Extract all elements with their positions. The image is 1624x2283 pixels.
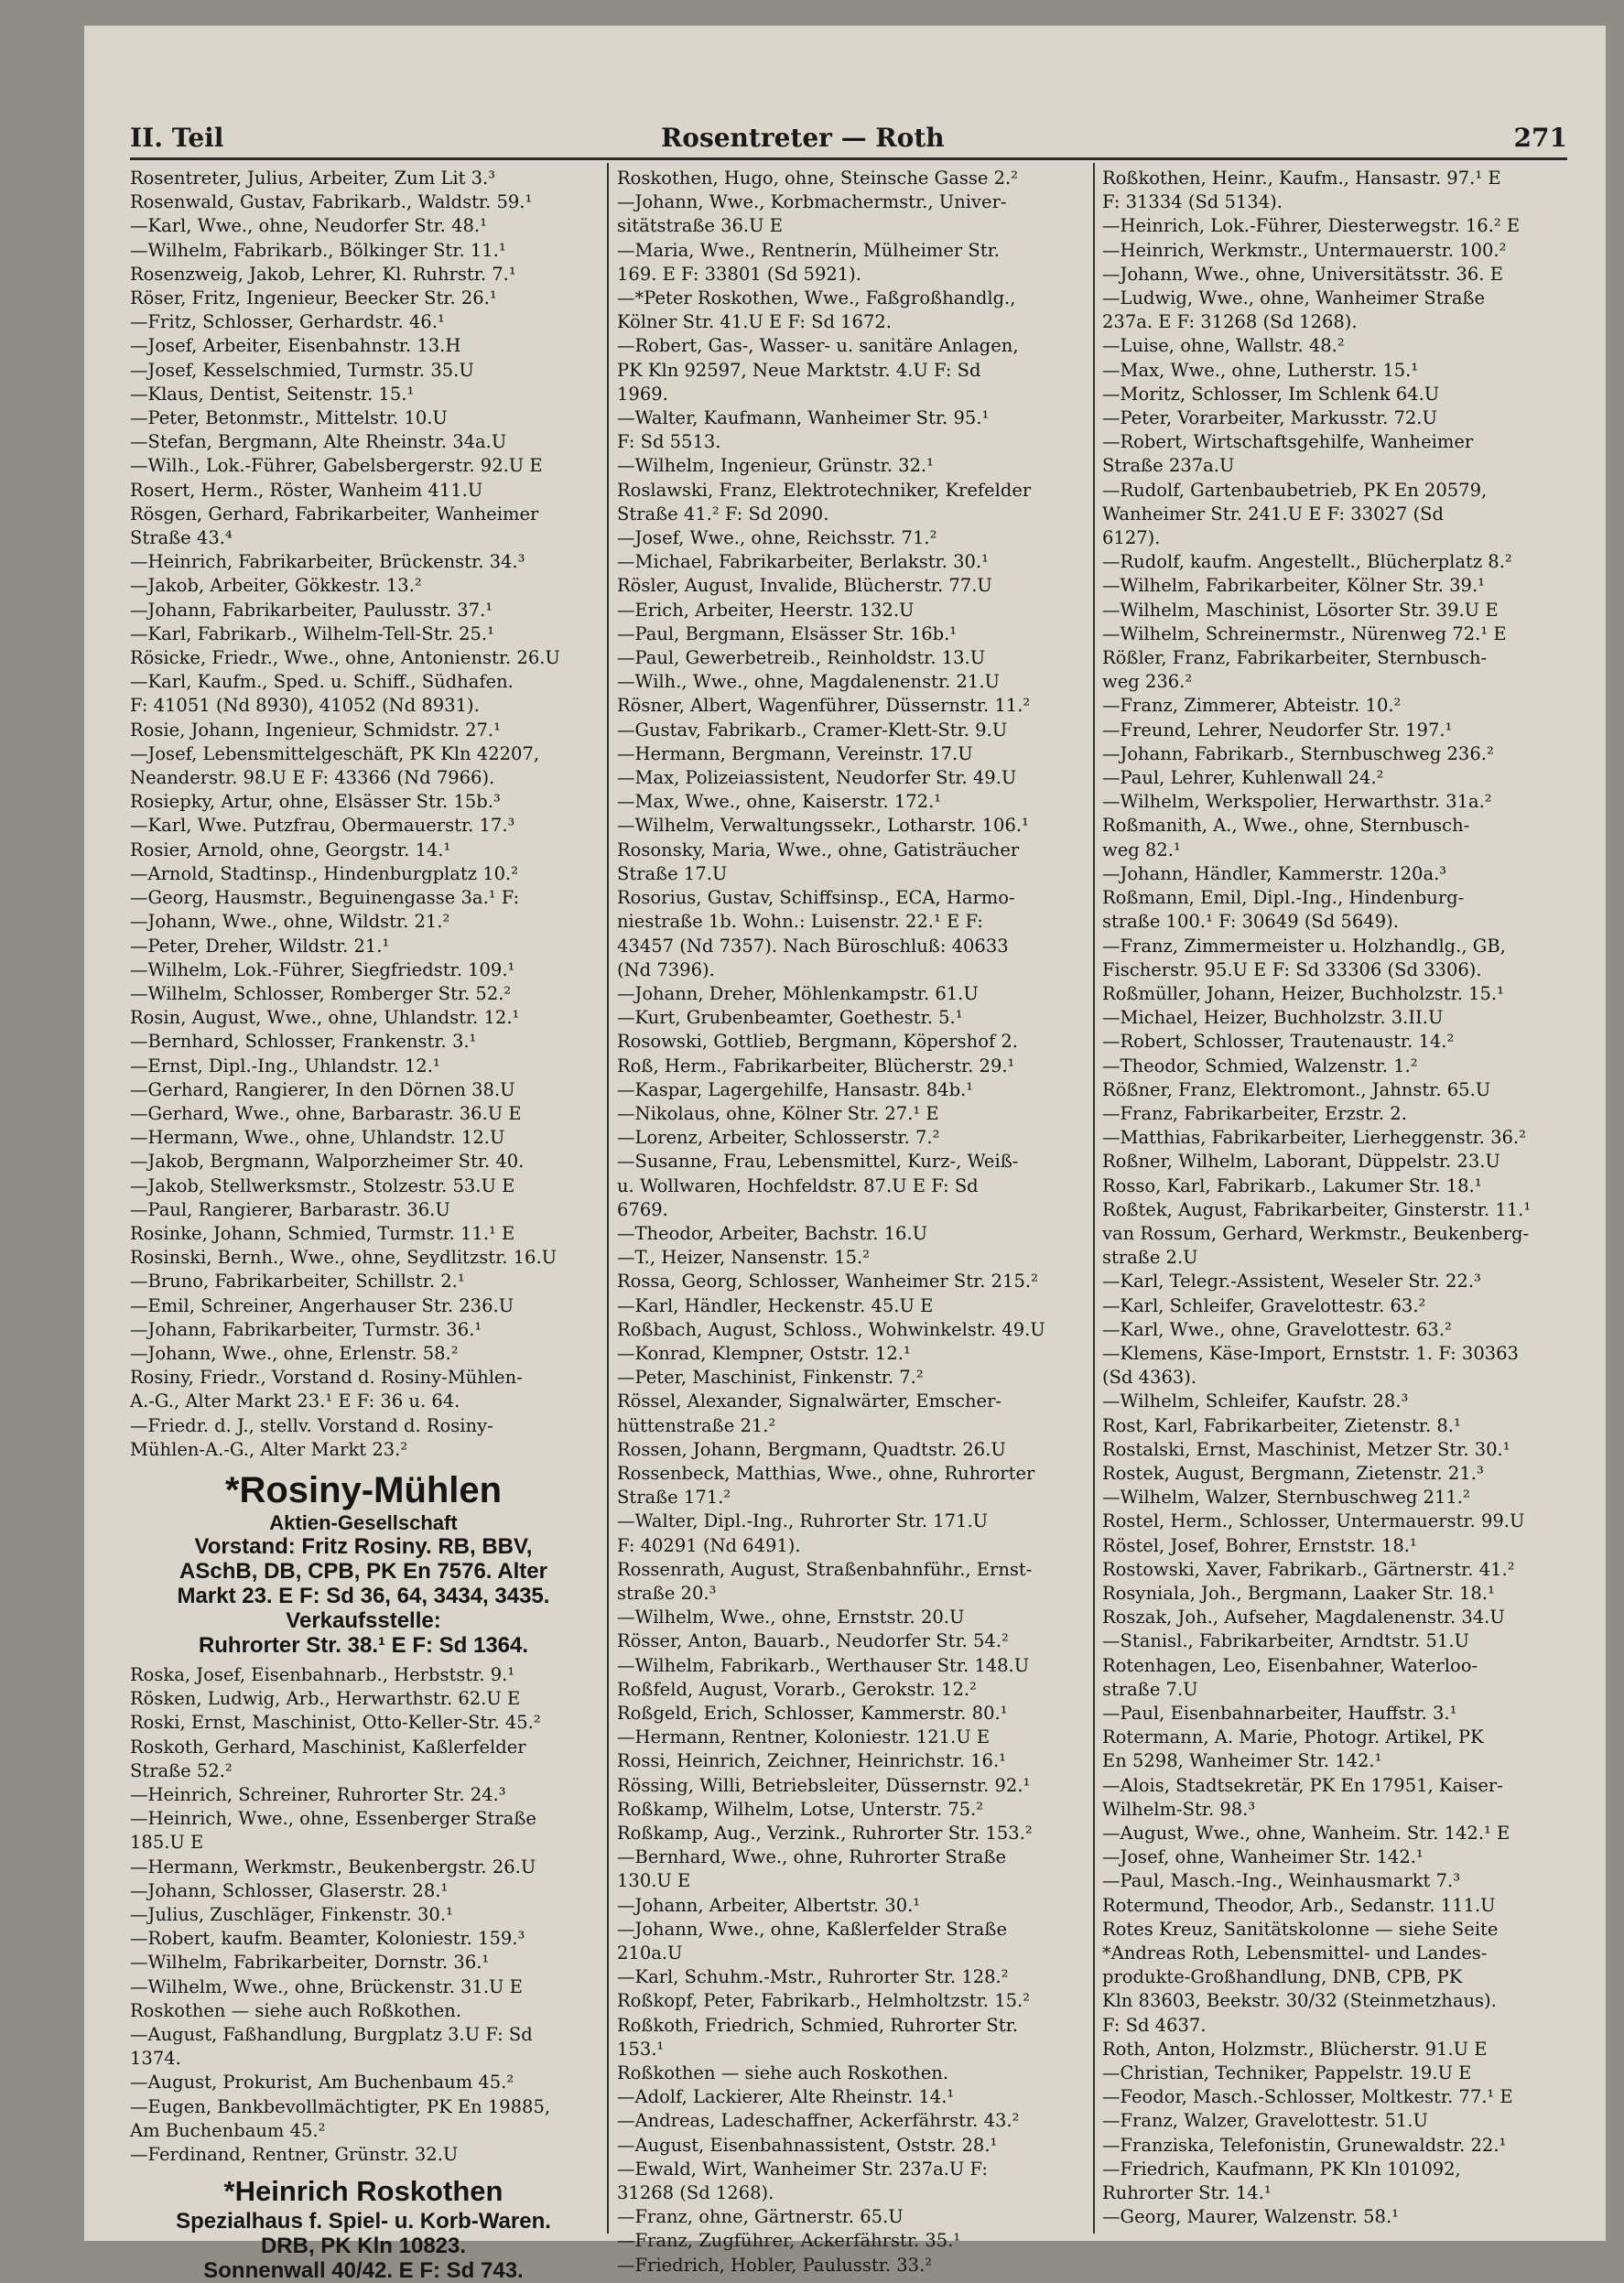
- directory-entry-line: Roßfeld, August, Vorarb., Gerokstr. 12.²: [617, 1678, 977, 1700]
- ad-line: Markt 23. E F: Sd 36, 64, 3434, 3435.: [177, 1583, 550, 1608]
- directory-entry-line: Rösser, Anton, Bauarb., Neudorfer Str. 54.²: [617, 1630, 1009, 1652]
- directory-entry-line: —Karl, Fabrikarb., Wilhelm-Tell-Str. 25.¹: [130, 622, 494, 644]
- directory-entry-line: —Alois, Stadtsekretär, PK En 17951, Kaiser-: [1102, 1774, 1503, 1796]
- directory-entry-line: Rosiny, Friedr., Vorstand d. Rosiny-Mühlen-: [130, 1367, 523, 1389]
- directory-entry-line: —Wilhelm, Lok.-Führer, Siegfriedstr. 109.¹: [130, 958, 515, 980]
- directory-entry-line: Rößner, Franz, Elektromont., Jahnstr. 65.U: [1102, 1078, 1491, 1100]
- directory-entry-line: —Wilhelm, Wwe., ohne, Ernststr. 20.U: [617, 1607, 965, 1628]
- directory-entry-line: —Karl, Wwe. Putzfrau, Obermauerstr. 17.³: [130, 815, 515, 837]
- directory-entry-line: —Johann, Schlosser, Glaserstr. 28.¹: [130, 1879, 449, 1901]
- directory-entry-line: —Wilhelm, Fabrikarbeiter, Kölner Str. 39.¹: [1102, 575, 1485, 597]
- directory-entry-line: weg 82.¹: [1102, 839, 1181, 860]
- directory-entry-line: —Heinrich, Fabrikarbeiter, Brückenstr. 34.³: [130, 551, 525, 573]
- directory-entry-line: —Heinrich, Wwe., ohne, Essenberger Straße: [130, 1808, 536, 1830]
- directory-entry-line: —Ludwig, Wwe., ohne, Wanheimer Straße: [1102, 287, 1486, 309]
- directory-entry-line: —Michael, Fabrikarbeiter, Berlakstr. 30.¹: [617, 551, 989, 573]
- directory-entry-line: —Karl, Händler, Heckenstr. 45.U E: [617, 1294, 934, 1316]
- directory-entry-line: —Bernhard, Wwe., ohne, Ruhrorter Straße: [617, 1846, 1007, 1868]
- directory-entry-line: Rotes Kreuz, Sanitätskolonne — siehe Seite: [1102, 1918, 1499, 1940]
- directory-entry-line: Roßkoth, Friedrich, Schmied, Ruhrorter Str.: [617, 2014, 1018, 2036]
- directory-entry-line: —Paul, Lehrer, Kuhlenwall 24.²: [1102, 767, 1384, 789]
- directory-entry-line: —Max, Polizeiassistent, Neudorfer Str. 49.U: [617, 767, 1017, 789]
- directory-entry-line: —Feodor, Masch.-Schlosser, Moltkestr. 77.¹ E: [1102, 2086, 1513, 2108]
- directory-entry-line: Roßkopf, Peter, Fabrikarb., Helmholtzstr. 15.²: [617, 1990, 1031, 2012]
- directory-entry-line: —Josef, Arbeiter, Eisenbahnstr. 13.H: [130, 335, 461, 357]
- directory-entry-line: Roskothen, Hugo, ohne, Steinsche Gasse 2.²: [617, 168, 1018, 189]
- directory-entry-line: Rosenzweig, Jakob, Lehrer, Kl. Ruhrstr. 7.¹: [130, 263, 516, 285]
- directory-entry-line: F: 41051 (Nd 8930), 41052 (Nd 8931).: [130, 695, 480, 717]
- directory-entry-line: Rosie, Johann, Ingenieur, Schmidstr. 27.¹: [130, 719, 501, 741]
- directory-entry-line: —Bernhard, Schlosser, Frankenstr. 3.¹: [130, 1031, 477, 1053]
- directory-entry-line: —Jakob, Stellwerksmstr., Stolzestr. 53.U E: [130, 1174, 515, 1196]
- directory-entry-line: —Johann, Dreher, Möhlenkampstr. 61.U: [617, 982, 979, 1004]
- advertisement-rosiny: [130, 1469, 597, 1658]
- directory-entry-line: —Paul, Masch.-Ing., Weinhausmarkt 7.³: [1102, 1870, 1461, 1892]
- directory-entry-line: Wilhelm-Str. 98.³: [1102, 1798, 1256, 1820]
- directory-entry-line: —Wilhelm, Schreinermstr., Nürenweg 72.¹ E: [1102, 622, 1507, 644]
- directory-entry-line: Rostel, Herm., Schlosser, Untermauerstr. 99.U: [1102, 1510, 1525, 1532]
- directory-entry-line: —Jakob, Arbeiter, Gökkestr. 13.²: [130, 575, 422, 597]
- directory-entry-line: —T., Heizer, Nansenstr. 15.²: [617, 1247, 871, 1269]
- directory-entry-line: —Josef, Wwe., ohne, Reichsstr. 71.²: [617, 527, 937, 549]
- directory-entry-line: —Wilh., Wwe., ohne, Magdalenenstr. 21.U: [617, 671, 1000, 693]
- directory-entry-line: Roskoth, Gerhard, Maschinist, Kaßlerfelder: [130, 1736, 526, 1758]
- directory-entry-line: —Kaspar, Lagergehilfe, Hansastr. 84b.¹: [617, 1078, 974, 1100]
- directory-entry-line: —Gerhard, Wwe., ohne, Barbarastr. 36.U E: [130, 1102, 522, 1124]
- directory-entry-line: 169. E F: 33801 (Sd 5921).: [617, 263, 861, 285]
- directory-entry-line: Röser, Fritz, Ingenieur, Beecker Str. 26.¹: [130, 287, 497, 309]
- directory-entry-line: —Stefan, Bergmann, Alte Rheinstr. 34a.U: [130, 431, 507, 453]
- directory-entry-line: Roßmanith, A., Wwe., ohne, Sternbusch-: [1102, 815, 1470, 837]
- directory-entry-line: Straße 17.U: [617, 862, 728, 884]
- directory-entry-line: —Peter, Dreher, Wildstr. 21.¹: [130, 935, 390, 957]
- directory-entry-line: —Wilhelm, Wwe., ohne, Brückenstr. 31.U E: [130, 1975, 523, 1997]
- directory-entry-line: 1374.: [130, 2048, 181, 2070]
- directory-entry-line: Rossa, Georg, Schlosser, Wanheimer Str. 215.²: [617, 1271, 1038, 1293]
- directory-entry-line: Rosier, Arnold, ohne, Georgstr. 14.¹: [130, 839, 451, 860]
- directory-entry-line: —Karl, Schuhm.-Mstr., Ruhrorter Str. 128.²: [617, 1966, 1009, 1988]
- directory-entry-line: Roßtek, August, Fabrikarbeiter, Ginsterstr. 11.¹: [1102, 1198, 1532, 1220]
- directory-entry-line: —Ewald, Wirt, Wanheimer Str. 237a.U F:: [617, 2158, 988, 2180]
- directory-entry-line: —Ernst, Dipl.-Ing., Uhlandstr. 12.¹: [130, 1055, 440, 1077]
- directory-entry-line: —Wilhelm, Schleifer, Kaufstr. 28.³: [1102, 1390, 1409, 1412]
- directory-entry-line: Straße 43.⁴: [130, 527, 233, 549]
- directory-entry-line: —Josef, ohne, Wanheimer Str. 142.¹: [1102, 1846, 1424, 1868]
- directory-entry-line: 185.U E: [130, 1832, 204, 1854]
- directory-entry-line: —Franz, Fabrikarbeiter, Erzstr. 2.: [1102, 1102, 1407, 1124]
- directory-entry-line: —Paul, Rangierer, Barbarastr. 36.U: [130, 1198, 450, 1220]
- directory-entry-line: —Wilhelm, Maschinist, Lösorter Str. 39.U E: [1102, 599, 1499, 621]
- directory-entry-line: Roskothen — siehe auch Roßkothen.: [130, 1999, 462, 2021]
- directory-entry-line: —Johann, Fabrikarbeiter, Turmstr. 36.¹: [130, 1318, 482, 1340]
- directory-entry-line: —Johann, Wwe., Korbmachermstr., Univer-: [617, 191, 1007, 213]
- directory-entry-line: Roth, Anton, Holzmstr., Blücherstr. 91.U E: [1102, 2038, 1488, 2060]
- directory-entry-line: —*Peter Roskothen, Wwe., Faßgroßhandlg.,: [617, 287, 1016, 309]
- directory-entry-line: Rössel, Alexander, Signalwärter, Emscher-: [617, 1390, 1002, 1412]
- directory-entry-line: —Michael, Heizer, Buchholzstr. 3.II.U: [1102, 1007, 1444, 1029]
- directory-entry-line: —Georg, Hausmstr., Beguinengasse 3a.¹ F:: [130, 887, 520, 909]
- directory-entry-line: 43457 (Nd 7357). Nach Büroschluß: 40633: [617, 935, 1009, 957]
- directory-entry-line: —Kurt, Grubenbeamter, Goethestr. 5.¹: [617, 1007, 963, 1029]
- directory-entry-line: Rösken, Ludwig, Arb., Herwarthstr. 62.U E: [130, 1688, 521, 1710]
- directory-entry-line: Roßmüller, Johann, Heizer, Buchholzstr. 15.¹: [1102, 982, 1504, 1004]
- column-1: [130, 167, 597, 2283]
- directory-entry-line: straße 2.U: [1102, 1247, 1198, 1269]
- directory-entry-line: —Heinrich, Werkmstr., Untermauerstr. 100.²: [1102, 239, 1507, 261]
- directory-entry-line: —August, Wwe., ohne, Wanheim. Str. 142.¹ E: [1102, 1823, 1510, 1845]
- directory-entry-line: —Peter, Vorarbeiter, Markusstr. 72.U: [1102, 407, 1437, 429]
- directory-entry-line: 153.¹: [617, 2038, 665, 2060]
- directory-entry-line: —Johann, Wwe., ohne, Wildstr. 21.²: [130, 911, 450, 933]
- directory-entry-line: —Theodor, Arbeiter, Bachstr. 16.U: [617, 1222, 928, 1244]
- directory-entry-line: Rösler, August, Invalide, Blücherstr. 77.U: [617, 575, 992, 597]
- directory-entry-line: —Emil, Schreiner, Angerhauser Str. 236.U: [130, 1294, 514, 1316]
- directory-entry-line: —Paul, Bergmann, Elsässer Str. 16b.¹: [617, 622, 958, 644]
- directory-entry-line: —Karl, Wwe., ohne, Neudorfer Str. 48.¹: [130, 215, 487, 237]
- directory-entry-line: —Susanne, Frau, Lebensmittel, Kurz-, Weiß-: [617, 1151, 1019, 1173]
- directory-entry-line: —Andreas, Ladeschaffner, Ackerfährstr. 43.²: [617, 2110, 1020, 2132]
- directory-entry-line: —August, Eisenbahnassistent, Oststr. 28.¹: [617, 2134, 998, 2156]
- directory-entry-line: —Maria, Wwe., Rentnerin, Mülheimer Str.: [617, 239, 1000, 261]
- directory-entry-line: —Wilhelm, Fabrikarb., Bölkinger Str. 11.¹: [130, 239, 506, 261]
- ad-line: Sonnenwall 40/42. E F: Sd 743.: [203, 2258, 524, 2283]
- directory-entry-line: 210a.U: [617, 1942, 683, 1964]
- directory-entry-line: —Theodor, Schmied, Walzenstr. 1.²: [1102, 1055, 1418, 1077]
- directory-entry-line: Roß, Herm., Fabrikarbeiter, Blücherstr. 29.¹: [617, 1055, 1015, 1077]
- section-label: II. Teil: [130, 123, 224, 153]
- directory-entry-line: —Christian, Techniker, Pappelstr. 19.U E: [1102, 2062, 1472, 2084]
- directory-entry-line: —Nikolaus, ohne, Kölner Str. 27.¹ E: [617, 1102, 939, 1124]
- ad-line: ASchB, DB, CPB, PK En 7576. Alter: [179, 1558, 547, 1584]
- directory-entry-line: —Georg, Maurer, Walzenstr. 58.¹: [1102, 2206, 1399, 2228]
- directory-entry-line: —Fritz, Schlosser, Gerhardstr. 46.¹: [130, 311, 445, 333]
- directory-entry-line: —Paul, Eisenbahnarbeiter, Hauffstr. 3.¹: [1102, 1703, 1457, 1724]
- directory-entry-line: Rosowski, Gottlieb, Bergmann, Köpershof 2.: [617, 1031, 1018, 1053]
- directory-entry-line: Rossi, Heinrich, Zeichner, Heinrichstr. 16.¹: [617, 1750, 1006, 1772]
- ad-subtitle: Aktien-Gesellschaft: [269, 1510, 458, 1534]
- directory-entry-line: —Max, Wwe., ohne, Lutherstr. 15.¹: [1102, 359, 1419, 381]
- directory-entry-line: —Peter, Betonmstr., Mittelstr. 10.U: [130, 407, 448, 429]
- directory-entry-line: —Klemens, Käse-Import, Ernststr. 1. F: 30363: [1102, 1342, 1519, 1364]
- directory-entry-line: —Gustav, Fabrikarb., Cramer-Klett-Str. 9.U: [617, 719, 1008, 741]
- directory-entry-line: —Bruno, Fabrikarbeiter, Schillstr. 2.¹: [130, 1271, 465, 1293]
- directory-entry-line: —Franziska, Telefonistin, Grunewaldstr. 22.¹: [1102, 2134, 1507, 2156]
- directory-entry-line: Rösgen, Gerhard, Fabrikarbeiter, Wanheimer: [130, 503, 539, 525]
- directory-entry-line: Roßmann, Emil, Dipl.-Ing., Hindenburg-: [1102, 887, 1465, 909]
- directory-entry-line: Rotenhagen, Leo, Eisenbahner, Waterloo-: [1102, 1654, 1478, 1676]
- directory-entry-line: Straße 52.²: [130, 1759, 233, 1781]
- directory-entry-line: —Wilh., Lok.-Führer, Gabelsbergerstr. 92.U E: [130, 455, 543, 477]
- directory-entry-line: —Wilhelm, Fabrikarbeiter, Dornstr. 36.¹: [130, 1952, 490, 1974]
- directory-entry-line: straße 100.¹ F: 30649 (Sd 5649).: [1102, 911, 1399, 933]
- directory-entry-line: Roski, Ernst, Maschinist, Otto-Keller-Str. 45.²: [130, 1712, 541, 1734]
- directory-entry-line: straße 20.³: [617, 1582, 717, 1604]
- directory-entry-line: Röstel, Josef, Bohrer, Ernststr. 18.¹: [1102, 1534, 1417, 1556]
- column-2: [617, 167, 1084, 2276]
- directory-entry-line: —Moritz, Schlosser, Im Schlenk 64.U: [1102, 383, 1440, 405]
- directory-entry-line: Wanheimer Str. 241.U E F: 33027 (Sd: [1102, 503, 1444, 525]
- directory-entry-line: Rosert, Herm., Röster, Wanheim 411.U: [130, 479, 483, 501]
- directory-entry-line: Ruhrorter Str. 14.¹: [1102, 2182, 1272, 2204]
- directory-entry-line: Roßner, Wilhelm, Laborant, Düppelstr. 23.U: [1102, 1151, 1500, 1173]
- directory-entry-line: —Paul, Gewerbetreib., Reinholdstr. 13.U: [617, 647, 986, 669]
- directory-entry-line: —Johann, Arbeiter, Albertstr. 30.¹: [617, 1894, 921, 1916]
- entries-block: [130, 1663, 597, 2167]
- directory-entry-line: —Jakob, Bergmann, Walporzheimer Str. 40.: [130, 1151, 525, 1173]
- directory-entry-line: Mühlen-A.-G., Alter Markt 23.²: [130, 1438, 408, 1460]
- directory-entry-line: Rößler, Franz, Fabrikarbeiter, Sternbusch-: [1102, 647, 1488, 669]
- directory-entry-line: —Robert, Schlosser, Trautenaustr. 14.²: [1102, 1031, 1455, 1053]
- ad-line: Vorstand: Fritz Rosiny. RB, BBV,: [194, 1533, 533, 1559]
- directory-entry-line: Rössing, Willi, Betriebsleiter, Düssernstr. 92.¹: [617, 1774, 1031, 1796]
- directory-entry-line: —Wilhelm, Schlosser, Romberger Str. 52.²: [130, 982, 512, 1004]
- directory-entry-line: —Johann, Wwe., ohne, Erlenstr. 58.²: [130, 1342, 459, 1364]
- directory-entry-line: —Walter, Kaufmann, Wanheimer Str. 95.¹: [617, 407, 990, 429]
- directory-entry-line: —Karl, Telegr.-Assistent, Weseler Str. 22.³: [1102, 1271, 1481, 1293]
- ad-line: Spezialhaus f. Spiel- u. Korb-Waren.: [176, 2209, 551, 2234]
- directory-entry-line: —Johann, Händler, Kammerstr. 120a.³: [1102, 862, 1447, 884]
- ad-line: Verkaufsstelle:: [286, 1607, 441, 1633]
- directory-entry-line: Rossenrath, August, Straßenbahnführ., Ernst-: [617, 1558, 1033, 1580]
- directory-entry-line: —Robert, kaufm. Beamter, Koloniestr. 159.³: [130, 1928, 525, 1950]
- directory-entry-line: Fischerstr. 95.U E F: Sd 33306 (Sd 3306).: [1102, 958, 1482, 980]
- directory-page: [84, 26, 1606, 2283]
- directory-entry-line: Roßkothen, Heinr., Kaufm., Hansastr. 97.¹ E: [1102, 168, 1501, 189]
- entries-block: [130, 167, 597, 1462]
- directory-entry-line: Rosiepky, Artur, ohne, Elsässer Str. 15b.³: [130, 791, 501, 813]
- directory-entry-line: —Ferdinand, Rentner, Grünstr. 32.U: [130, 2144, 459, 2166]
- directory-entry-line: produkte-Großhandlung, DNB, CPB, PK: [1102, 1966, 1463, 1988]
- directory-entry-line: hüttenstraße 21.²: [617, 1414, 776, 1436]
- directory-entry-line: —Erich, Arbeiter, Heerstr. 132.U: [617, 599, 915, 621]
- directory-entry-line: u. Wollwaren, Hochfeldstr. 87.U E F: Sd: [617, 1174, 979, 1196]
- directory-entry-line: (Sd 4363).: [1102, 1367, 1197, 1389]
- directory-entry-line: Rosenwald, Gustav, Fabrikarb., Waldstr. 59.¹: [130, 191, 533, 213]
- directory-entry-line: Rostek, August, Bergmann, Zietenstr. 21.³: [1102, 1462, 1484, 1484]
- ad-line: Ruhrorter Str. 38.¹ E F: Sd 1364.: [198, 1632, 529, 1658]
- directory-entry-line: PK Kln 92597, Neue Marktstr. 4.U F: Sd: [617, 359, 981, 381]
- directory-entry-line: —Luise, ohne, Wallstr. 48.²: [1102, 335, 1345, 357]
- directory-entry-line: F: 31334 (Sd 5134).: [1102, 191, 1283, 213]
- directory-entry-line: van Rossum, Gerhard, Werkmstr., Beukenberg-: [1102, 1222, 1530, 1244]
- directory-entry-line: Rossenbeck, Matthias, Wwe., ohne, Ruhrorter: [617, 1462, 1035, 1484]
- directory-entry-line: —Josef, Lebensmittelgeschäft, PK Kln 42207,: [130, 742, 540, 764]
- directory-entry-line: —Johann, Wwe., ohne, Kaßlerfelder Straße: [617, 1918, 1007, 1940]
- page-header: [130, 117, 1567, 160]
- directory-entry-line: —Adolf, Lackierer, Alte Rheinstr. 14.¹: [617, 2086, 955, 2108]
- directory-entry-line: 31268 (Sd 1268).: [617, 2182, 774, 2204]
- directory-entry-line: —Robert, Wirtschaftsgehilfe, Wanheimer: [1102, 431, 1474, 453]
- directory-entry-line: —Freund, Lehrer, Neudorfer Str. 197.¹: [1102, 719, 1453, 741]
- directory-entry-line: Rosin, August, Wwe., ohne, Uhlandstr. 12.¹: [130, 1007, 520, 1029]
- directory-entry-line: F: Sd 5513.: [617, 431, 721, 453]
- directory-entry-line: Straße 41.² F: Sd 2090.: [617, 503, 829, 525]
- directory-entry-line: —Friedr. d. J., stellv. Vorstand d. Rosiny-: [130, 1414, 493, 1436]
- directory-entry-line: sitätstraße 36.U E: [617, 215, 783, 237]
- directory-entry-line: —Karl, Schleifer, Gravelottestr. 63.²: [1102, 1294, 1426, 1316]
- page-number: 271: [1513, 123, 1567, 153]
- directory-entry-line: Rosso, Karl, Fabrikarb., Lakumer Str. 18.¹: [1102, 1174, 1482, 1196]
- directory-entry-line: —Friedrich, Kaufmann, PK Kln 101092,: [1102, 2158, 1461, 2180]
- directory-entry-line: —Franz, ohne, Gärtnerstr. 65.U: [617, 2206, 904, 2228]
- directory-entry-line: Rotermund, Theodor, Arb., Sedanstr. 111.U: [1102, 1894, 1496, 1916]
- directory-entry-line: Roßbach, August, Schloss., Wohwinkelstr. 49.U: [617, 1318, 1045, 1340]
- directory-entry-line: —Stanisl., Fabrikarbeiter, Arndtstr. 51.U: [1102, 1630, 1469, 1652]
- directory-entry-line: Roslawski, Franz, Elektrotechniker, Krefelder: [617, 479, 1032, 501]
- directory-entry-line: —Wilhelm, Ingenieur, Grünstr. 32.¹: [617, 455, 934, 477]
- directory-entry-line: 6769.: [617, 1198, 668, 1220]
- directory-entry-line: En 5298, Wanheimer Str. 142.¹: [1102, 1750, 1382, 1772]
- directory-entry-line: A.-G., Alter Markt 23.¹ E F: 36 u. 64.: [130, 1390, 460, 1412]
- directory-entry-line: —Franz, Zugführer, Ackerfährstr. 35.¹: [617, 2230, 961, 2252]
- directory-entry-line: Rosinski, Bernh., Wwe., ohne, Seydlitzstr. 16.U: [130, 1247, 558, 1269]
- directory-entry-line: —Karl, Kaufm., Sped. u. Schiff., Südhafen.: [130, 671, 514, 693]
- ad-line: DRB, PK Kln 10823.: [260, 2234, 467, 2259]
- ad-title: *Rosiny-Mühlen: [224, 1469, 503, 1510]
- directory-entry-line: 237a. E F: 31268 (Sd 1268).: [1102, 311, 1358, 333]
- directory-entry-line: —Wilhelm, Walzer, Sternbuschweg 211.²: [1102, 1487, 1470, 1509]
- directory-entry-line: Straße 171.²: [617, 1487, 731, 1509]
- directory-entry-line: —Klaus, Dentist, Seitenstr. 15.¹: [130, 383, 415, 405]
- directory-entry-line: —Wilhelm, Fabrikarb., Werthauser Str. 148.U: [617, 1654, 1030, 1676]
- ad-title: *Heinrich Roskothen: [223, 2175, 503, 2208]
- directory-entry-line: —Rudolf, Gartenbaubetrieb, PK En 20579,: [1102, 479, 1488, 501]
- directory-entry-line: —Max, Wwe., ohne, Kaiserstr. 172.¹: [617, 791, 942, 813]
- directory-entry-line: —Heinrich, Lok.-Führer, Diesterwegstr. 16.² E: [1102, 215, 1521, 237]
- directory-entry-line: Rosinke, Johann, Schmied, Turmstr. 11.¹ E: [130, 1222, 515, 1244]
- directory-entry-line: —Friedrich, Hobler, Paulusstr. 33.²: [617, 2254, 933, 2276]
- directory-entry-line: 6127).: [1102, 527, 1161, 549]
- directory-entry-line: —Wilhelm, Werkspolier, Herwarthstr. 31a.²: [1102, 791, 1492, 813]
- column-rule: [1093, 163, 1095, 2234]
- directory-entry-line: F: 40291 (Nd 6491).: [617, 1534, 801, 1556]
- directory-entry-line: —Johann, Fabrikarbeiter, Paulusstr. 37.¹: [130, 599, 493, 621]
- directory-entry-line: —Lorenz, Arbeiter, Schlosserstr. 7.²: [617, 1127, 940, 1149]
- directory-entry-line: —Hermann, Wwe., ohne, Uhlandstr. 12.U: [130, 1127, 505, 1149]
- advertisement-roskothen: [130, 2174, 597, 2283]
- directory-entry-line: —Rudolf, kaufm. Angestellt., Blücherplatz 8.²: [1102, 551, 1512, 573]
- directory-entry-line: —Gerhard, Rangierer, In den Dörnen 38.U: [130, 1078, 515, 1100]
- directory-entry-line: —Konrad, Klempner, Oststr. 12.¹: [617, 1342, 911, 1364]
- directory-entry-line: —Wilhelm, Verwaltungssekr., Lotharstr. 106.¹: [617, 815, 1029, 837]
- directory-entry-line: —Robert, Gas-, Wasser- u. sanitäre Anlagen,: [617, 335, 1019, 357]
- directory-entry-line: —Franz, Zimmermeister u. Holzhandlg., GB,: [1102, 935, 1506, 957]
- directory-entry-line: —Hermann, Bergmann, Vereinstr. 17.U: [617, 742, 973, 764]
- directory-entry-line: Rossen, Johann, Bergmann, Quadtstr. 26.U: [617, 1438, 1006, 1460]
- directory-entry-line: F: Sd 4637.: [1102, 2014, 1207, 2036]
- directory-entry-line: —Hermann, Werkmstr., Beukenbergstr. 26.U: [130, 1856, 536, 1877]
- column-3: [1102, 167, 1569, 2226]
- directory-entry-line: Roska, Josef, Eisenbahnarb., Herbststr. 9.¹: [130, 1663, 515, 1685]
- directory-entry-line: Am Buchenbaum 45.²: [130, 2119, 326, 2141]
- directory-entry-line: —Peter, Maschinist, Finkenstr. 7.²: [617, 1367, 924, 1389]
- directory-entry-line: —Julius, Zuschläger, Finkenstr. 30.¹: [130, 1904, 453, 1925]
- directory-entry-line: Rosentreter, Julius, Arbeiter, Zum Lit 3.³: [130, 168, 496, 189]
- directory-entry-line: —Heinrich, Schreiner, Ruhrorter Str. 24.³: [130, 1783, 506, 1805]
- running-head: Rosentreter — Roth: [661, 123, 945, 153]
- directory-entry-line: —Josef, Kesselschmied, Turmstr. 35.U: [130, 359, 474, 381]
- directory-entry-line: (Nd 7396).: [617, 958, 715, 980]
- directory-entry-line: Roßgeld, Erich, Schlosser, Kammerstr. 80.¹: [617, 1703, 1008, 1724]
- directory-entry-line: —Johann, Fabrikarb., Sternbuschweg 236.²: [1102, 742, 1494, 764]
- directory-entry-line: Roszak, Joh., Aufseher, Magdalenenstr. 34.U: [1102, 1607, 1505, 1628]
- directory-entry-line: Rosonsky, Maria, Wwe., ohne, Gatisträucher: [617, 839, 1020, 860]
- directory-entry-line: Kölner Str. 41.U E F: Sd 1672.: [617, 311, 892, 333]
- directory-entry-line: —Hermann, Rentner, Koloniestr. 121.U E: [617, 1726, 991, 1748]
- directory-entry-line: Straße 237a.U: [1102, 455, 1235, 477]
- directory-entry-line: —Franz, Walzer, Gravelottestr. 51.U: [1102, 2110, 1428, 2132]
- directory-entry-line: Rosorius, Gustav, Schiffsinsp., ECA, Harmo-: [617, 887, 1015, 909]
- directory-entry-line: —Eugen, Bankbevollmächtigter, PK En 19885,: [130, 2095, 551, 2117]
- column-rule: [607, 163, 609, 2234]
- directory-entry-line: 1969.: [617, 383, 668, 405]
- directory-entry-line: Rostalski, Ernst, Maschinist, Metzer Str. 30.¹: [1102, 1438, 1510, 1460]
- directory-entry-line: —Johann, Wwe., ohne, Universitätsstr. 36. E: [1102, 263, 1503, 285]
- directory-entry-line: —Matthias, Fabrikarbeiter, Lierheggenstr. 36.²: [1102, 1127, 1526, 1149]
- directory-entry-line: Roßkamp, Wilhelm, Lotse, Unterstr. 75.²: [617, 1798, 984, 1820]
- directory-entry-line: Rösner, Albert, Wagenführer, Düssernstr. 11.²: [617, 695, 1031, 717]
- directory-entry-line: —Karl, Wwe., ohne, Gravelottestr. 63.²: [1102, 1318, 1452, 1340]
- directory-entry-line: Roßkamp, Aug., Verzink., Ruhrorter Str. 153.²: [617, 1823, 1033, 1845]
- directory-entry-line: straße 7.U: [1102, 1678, 1198, 1700]
- directory-entry-line: —Franz, Zimmerer, Abteistr. 10.²: [1102, 695, 1402, 717]
- directory-entry-line: —Arnold, Stadtinsp., Hindenburgplatz 10.²: [130, 862, 519, 884]
- directory-entry-line: Rosyniala, Joh., Bergmann, Laaker Str. 18.¹: [1102, 1582, 1495, 1604]
- directory-entry-line: niestraße 1b. Wohn.: Luisenstr. 22.¹ E F:: [617, 911, 983, 933]
- directory-entry-line: —Walter, Dipl.-Ing., Ruhrorter Str. 171.U: [617, 1510, 989, 1532]
- directory-entry-line: Roßkothen — siehe auch Roskothen.: [617, 2062, 949, 2084]
- directory-entry-line: Rostowski, Xaver, Fabrikarb., Gärtnerstr. 41.²: [1102, 1558, 1515, 1580]
- directory-entry-line: *Andreas Roth, Lebensmittel- und Landes-: [1102, 1942, 1488, 1964]
- directory-entry-line: Neanderstr. 98.U E F: 43366 (Nd 7966).: [130, 767, 495, 789]
- directory-entry-line: Rotermann, A. Marie, Photogr. Artikel, PK: [1102, 1726, 1484, 1748]
- directory-entry-line: Kln 83603, Beekstr. 30/32 (Steinmetzhaus).: [1102, 1990, 1497, 2012]
- directory-entry-line: —August, Faßhandlung, Burgplatz 3.U F: Sd: [130, 2024, 533, 2046]
- directory-entry-line: Rost, Karl, Fabrikarbeiter, Zietenstr. 8.¹: [1102, 1414, 1461, 1436]
- directory-entry-line: weg 236.²: [1102, 671, 1193, 693]
- directory-entry-line: 130.U E: [617, 1870, 691, 1892]
- directory-entry-line: Rösicke, Friedr., Wwe., ohne, Antonienstr. 26.U: [130, 647, 560, 669]
- directory-entry-line: —August, Prokurist, Am Buchenbaum 45.²: [130, 2072, 514, 2094]
